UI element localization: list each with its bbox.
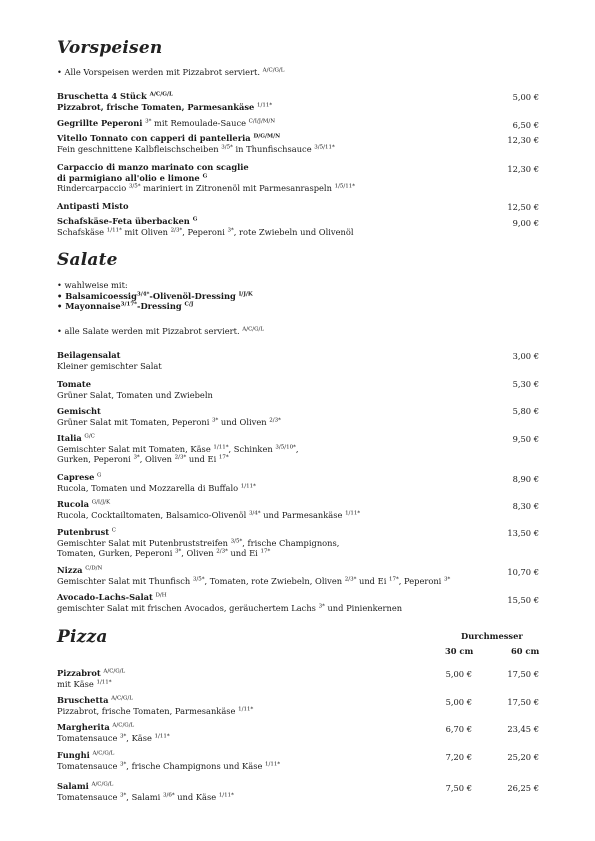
item-price-30cm: 5,00 €: [445, 697, 472, 707]
menu-item-vitello-tonnato: Vitello Tonnato con capperi di pantelleria $^{D/G/M/N}$ Fein geschnittene Kalbfleischscheiben $^{3/5*}$ in Thunfischsauce $^{3/5/11*}$: [57, 133, 335, 154]
menu-item-tomate: Tomate Grüner Salat, Tomaten und Zwiebeln: [57, 379, 213, 400]
item-price: 6,50 €: [512, 120, 539, 130]
item-price: 3,00 €: [512, 351, 539, 361]
menu-item-salami: Salami $^{A/C/G/L}$ Tomatensauce $^{3*}$, Salami $^{3/6*}$ und Käse $^{1/11*}$: [57, 781, 234, 802]
menu-item-carpaccio: Carpaccio di manzo marinato con scaglie di parmigiano all'olio e limone $^G$ Rindercarpaccio $^{3/5*}$ mariniert in Zitronenöl mit Parmesanraspeln $^{1/5/11*}$: [57, 162, 356, 193]
item-price: 9,50 €: [512, 434, 539, 444]
menu-item-bruschetta-pizza: Bruschetta $^{A/C/G/L}$ Pizzabrot, frische Tomaten, Parmesankäse $^{1/11*}$: [57, 695, 254, 716]
menu-item-margherita: Margherita $^{A/C/G/L}$ Tomatensauce $^{3*}$, Käse $^{1/11*}$: [57, 722, 170, 743]
item-price-60cm: 25,20 €: [507, 752, 539, 762]
item-price: 12,30 €: [507, 164, 539, 174]
salate-note: • alle Salate werden mit Pizzabrot serviert. $^{A/C/G/L}$: [57, 326, 265, 336]
menu-item-gegrillte-peperoni: Gegrillte Peperoni $^{3*}$ mit Remoulade-Sauce $^{C/I/J/M/N}$: [57, 118, 276, 128]
size-60cm-header: 60 cm: [511, 646, 540, 656]
menu-item-beilagensalat: Beilagensalat Kleiner gemischter Salat: [57, 350, 162, 371]
menu-item-pizzabrot: Pizzabrot $^{A/C/G/L}$ mit Käse $^{1/11*}$: [57, 668, 126, 689]
menu-item-caprese: Caprese $^G$ Rucola, Tomaten und Mozzarella di Buffalo $^{1/11*}$: [57, 472, 256, 493]
item-price: 5,30 €: [512, 379, 539, 389]
section-heading-salate: Salate: [57, 250, 118, 270]
item-price-60cm: 17,50 €: [507, 697, 539, 707]
menu-item-bruschetta-4: Bruschetta 4 Stück $^{A/C/G/L}$ Pizzabrot, frische Tomaten, Parmesankäse $^{1/11*}$: [57, 91, 273, 112]
menu-item-antipasti-misto: Antipasti Misto: [57, 201, 129, 211]
item-price: 12,30 €: [507, 135, 539, 145]
menu-item-schafskaese: Schafskäse-Feta überbacken $^G$ Schafskäse $^{1/11*}$ mit Oliven $^{2/3*}$, Peperoni $^{3*}$, rote Zwiebeln und Olivenöl: [57, 216, 354, 237]
menu-item-nizza: Nizza $^{C/D/N}$ Gemischter Salat mit Thunfisch $^{3/5*}$, Tomaten, rote Zwiebeln, Oliven $^{2/3*}$ und Ei $^{17*}$, Peperoni $^{3*}$: [57, 565, 451, 586]
item-price-30cm: 6,70 €: [445, 724, 472, 734]
item-price: 15,50 €: [507, 595, 539, 605]
menu-item-avocado-lachs: Avocado-Lachs-Salat $^{D/H}$ gemischter Salat mit frischen Avocados, geräuchertem Lachs $^{3*}$ und Pinienkernen: [57, 592, 403, 613]
item-price-30cm: 5,00 €: [445, 669, 472, 679]
section-heading-vorspeisen: Vorspeisen: [57, 38, 163, 58]
item-price: 5,00 €: [512, 92, 539, 102]
menu-item-italia: Italia $^{G/C}$ Gemischter Salat mit Tomaten, Käse $^{1/11*}$, Schinken $^{3/5/10*}$, Gurken, Peperoni $^{3*}$, Oliven $^{2/3*}$ und Ei $^{17*}$: [57, 433, 299, 464]
menu-item-funghi: Funghi $^{A/C/G/L}$ Tomatensauce $^{3*}$, frische Champignons und Käse $^{1/11*}$: [57, 750, 281, 771]
item-price: 8,90 €: [512, 474, 539, 484]
vorspeisen-note: • Alle Vorspeisen werden mit Pizzabrot serviert. $^{A/C/G/L}$: [57, 67, 285, 77]
item-price: 13,50 €: [507, 528, 539, 538]
item-price-30cm: 7,20 €: [445, 752, 472, 762]
section-heading-pizza: Pizza: [57, 627, 108, 647]
menu-item-putenbrust: Putenbrust $^C$ Gemischter Salat mit Putenbruststreifen $^{3/5*}$, frische Champignons, Tomaten, Gurken, Peperoni $^{3*}$, Oliven $^{2/3*}$ und Ei $^{17*}$: [57, 527, 340, 558]
item-price: 12,50 €: [507, 202, 539, 212]
item-price-60cm: 17,50 €: [507, 669, 539, 679]
item-price: 9,00 €: [512, 218, 539, 228]
item-price-60cm: 26,25 €: [507, 783, 539, 793]
item-price-60cm: 23,45 €: [507, 724, 539, 734]
menu-item-rucola: Rucola $^{G/I/J/K}$ Rucola, Cocktailtomaten, Balsamico-Olivenöl $^{3/4*}$ und Parmesankäse $^{1/11*}$: [57, 499, 361, 520]
size-30cm-header: 30 cm: [445, 646, 474, 656]
item-price: 8,30 €: [512, 501, 539, 511]
menu-item-gemischt: Gemischt Grüner Salat mit Tomaten, Peperoni $^{3*}$ und Oliven $^{2/3*}$: [57, 406, 281, 427]
item-price-30cm: 7,50 €: [445, 783, 472, 793]
item-price: 10,70 €: [507, 567, 539, 577]
item-price: 5,80 €: [512, 406, 539, 416]
diameter-header: Durchmesser: [461, 631, 523, 641]
salate-options: • wahlweise mit: • Balsamicoessig$^{3/4*}$-Olivenöl-Dressing $^{I/J/K}$ • Mayonnaise$^{3/17*}$-Dressing $^{C/J}$: [57, 280, 253, 311]
